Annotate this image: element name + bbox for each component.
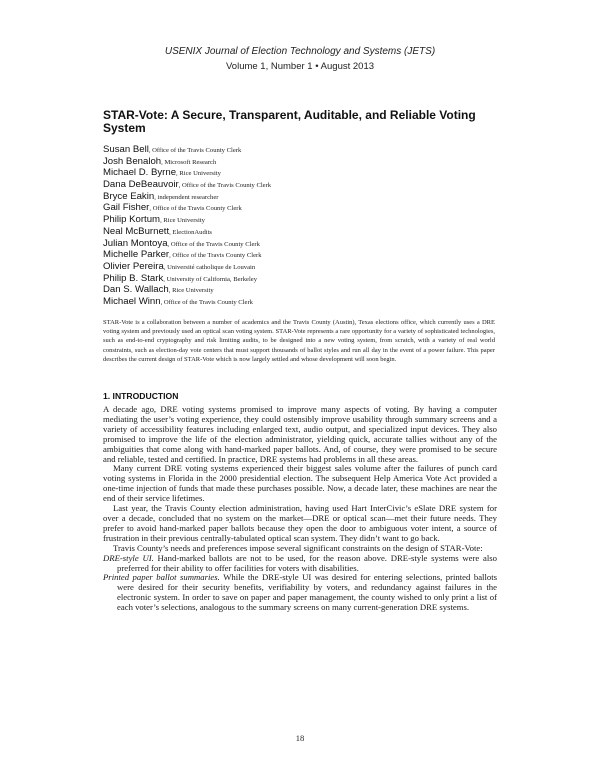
constraint-text: While the DRE-style UI was desired for entering selections, printed ballots were desired for their security benefits, verifiability by voters, and redundancy against failures in the electronic system. In order to save on paper and paper management, the county wished to only print a list of each voter’s selections, analogous to the summary screens on many current-generation DRE systems. [117,572,498,613]
body-paragraph: A decade ago, DRE voting systems promised to improve many aspects of voting. By having a computer mediating the user’s voting experience, they could ostensibly improve usability through summary screens and a variety of accessibility features including enlarged text, audio output, and specialized input devices. They also promised to improve the life of the election administrator, yielding quick, accurate tallies without any of the ambiguities that come along with hand-marked paper ballots. And, of course, they were promised to be secure and reliable, tested and certified. In practice, DRE systems had problems in all these areas. [103,404,497,464]
author-entry: Dana DeBeauvoir, Office of the Travis County Clerk [103,179,272,191]
author-entry: Michelle Parker, Office of the Travis County Clerk [103,249,262,261]
author-entry: Olivier Pereira, Université catholique de Louvain [103,260,256,272]
author-affiliation: Office of the Travis County Clerk [152,205,242,213]
constraint-term: Printed paper ballot summaries. [103,572,220,583]
constraint-item [103,554,497,574]
author-name: Michael Winn [103,295,161,307]
author-entry: Neal McBurnett, ElectionAudits [103,225,212,237]
constraint-term: DRE-style UI. [103,552,154,563]
paper-title: STAR-Vote: A Secure, Transparent, Auditable, and Reliable Voting System [103,108,476,135]
author-entry: Susan Bell, Office of the Travis County Clerk [103,144,242,155]
body-paragraph: Last year, the Travis County election administration, having used Hart InterCivic’s eSlate DRE system for over a decade, concluded that no system on the market—DRE or optical scan—met their future needs. They prefer to avoid hand-marked paper ballots because they open the door to ambiguous voter intent, a source of frustration in their previous centrally-tabulated optical scan system. They didn’t want to go back. [103,503,497,543]
author-affiliation: Microsoft Research [164,158,217,166]
author-entry: Philip B. Stark, University of California, Berkeley [103,272,258,284]
author-name: Olivier Pereira [103,260,164,272]
author-entry: Gail Fisher, Office of the Travis County Clerk [103,202,242,214]
author-affiliation: independent researcher [157,193,219,201]
author-affiliation: Office of the Travis County Clerk [172,252,262,260]
author-entry: Michael Winn, Office of the Travis County Clerk [103,295,253,307]
author-name: Philip B. Stark [103,272,164,284]
author-affiliation: Université catholique de Louvain [167,263,256,271]
section-body [103,405,497,613]
author-affiliation: Rice University [163,217,205,225]
author-entry: Bryce Eakin, independent researcher [103,190,219,202]
author-entry: Julian Montoya, Office of the Travis County Clerk [103,237,260,249]
page-number: 18 [295,733,305,743]
issue-info: Volume 1, Number 1 • August 2013 [225,61,375,72]
author-list [103,142,503,306]
author-name: Michael D. Byrne [103,167,177,179]
author-entry: Michael D. Byrne, Rice University [103,167,221,179]
author-entry: Josh Benaloh, Microsoft Research [103,155,217,167]
author-name: Susan Bell [103,144,149,155]
constraint-item [103,573,497,613]
author-name: Julian Montoya [103,237,168,249]
author-name: Bryce Eakin [103,190,155,202]
author-name: Dan S. Wallach [103,284,169,296]
author-entry: Philip Kortum, Rice University [103,214,205,226]
author-name: Neal McBurnett [103,225,170,237]
author-affiliation: Office of the Travis County Clerk [152,147,242,154]
body-paragraph: Many current DRE voting systems experienced their biggest sales volume after the failures of punch card voting systems in Florida in the 2000 presidential election. The subsequent Help America Vote Act provided a one-time injection of funds that made these purchases possible. Now, a decade later, these machines are near the end of their service lifetimes. [103,463,497,504]
author-affiliation: University of California, Berkeley [166,275,258,283]
author-name: Philip Kortum [103,214,161,226]
journal-name: USENIX Journal of Election Technology and Systems (JETS) [164,46,436,57]
section-heading: 1. INTRODUCTION [103,391,179,401]
author-affiliation: Rice University [179,170,221,178]
author-affiliation: Office of the Travis County Clerk [182,182,272,190]
abstract: STAR-Vote is a collaboration between a number of academics and the Travis County (Austin), Texas elections office, which currently uses a DRE voting system and previously used an optical scan voting system. STAR-Vote represents a rare opportunity for a variety of sophisticated technologies, such as end-to-end cryptography and risk limiting audits, to be designed into a new voting system, from scratch, with a variety of real world constraints, such as election-day vote centers that must support thousands of ballot styles and run all day in the event of a power failure. This paper describes the current design of STAR-Vote which is now largely settled and whose development will soon begin. [103,319,495,363]
author-affiliation: Office of the Travis County Clerk [163,298,253,306]
author-name: Josh Benaloh [103,155,162,167]
body-paragraph: Travis County’s needs and preferences impose several significant constraints on the design of STAR-Vote: [113,542,483,553]
author-name: Gail Fisher [103,202,150,214]
author-entry: Dan S. Wallach, Rice University [103,284,214,296]
constraint-text: Hand-marked ballots are not to be used, for the reason above. DRE-style systems were also preferred for their ability to offer facilities for voters with disabilities. [117,552,497,573]
author-affiliation: Office of the Travis County Clerk [170,240,260,248]
author-name: Dana DeBeauvoir [103,179,179,191]
author-name: Michelle Parker [103,249,170,261]
author-affiliation: Rice University [172,287,214,295]
author-affiliation: ElectionAudits [172,228,212,236]
